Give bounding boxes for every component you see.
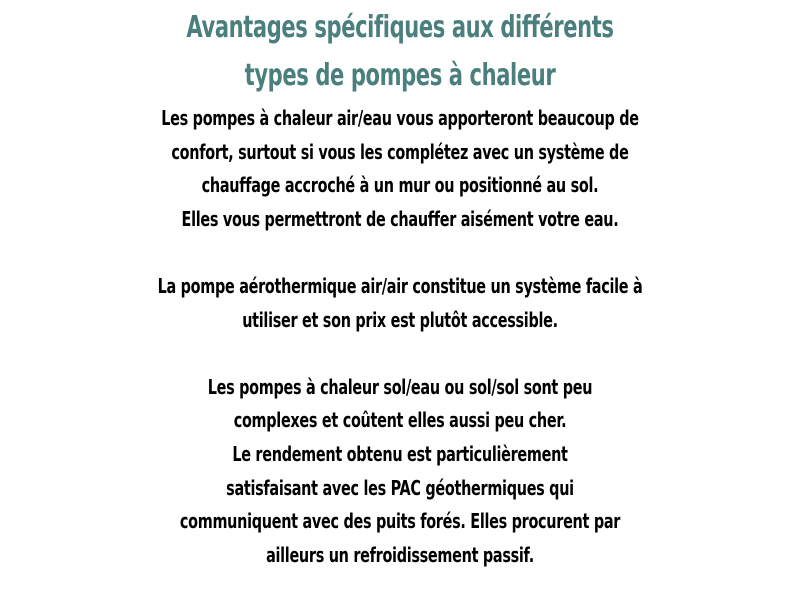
paragraph-sol [112, 371, 688, 573]
paragraph-spacer [112, 236, 688, 270]
text-line: La pompe aérothermique air/air constitue un système facile à [157, 273, 643, 298]
body-text [112, 100, 688, 572]
page-title [88, 0, 712, 100]
text-line: Elles vous permettront de chauffer aisément votre eau. [181, 206, 619, 231]
paragraph-air-air [112, 270, 688, 337]
text-line: satisfaisant avec les PAC géothermiques qui [226, 475, 574, 500]
text-line: Le rendement obtenu est particulièrement [232, 441, 568, 466]
title-line-1: Avantages spécifiques aux différents [186, 10, 614, 45]
text-line: chauffage accroché à un mur ou positionné au sol. [201, 173, 599, 198]
text-line: confort, surtout si vous les complétez avec un système de [171, 139, 629, 164]
text-line: Les pompes à chaleur air/eau vous apporteront beaucoup de [161, 106, 639, 130]
paragraph-air-eau [112, 102, 688, 236]
text-line: ailleurs un refroidissement passif. [266, 542, 534, 567]
text-line: complexes et coûtent elles aussi peu cher. [233, 408, 567, 433]
text-line: utiliser et son prix est plutôt accessible. [242, 307, 558, 332]
text-line: communiquent avec des puits forés. Elles procurent par [179, 509, 621, 534]
text-line: Les pompes à chaleur sol/eau ou sol/sol sont peu [207, 374, 593, 399]
title-line-2: types de pompes à chaleur [244, 58, 556, 93]
paragraph-spacer [112, 337, 688, 371]
